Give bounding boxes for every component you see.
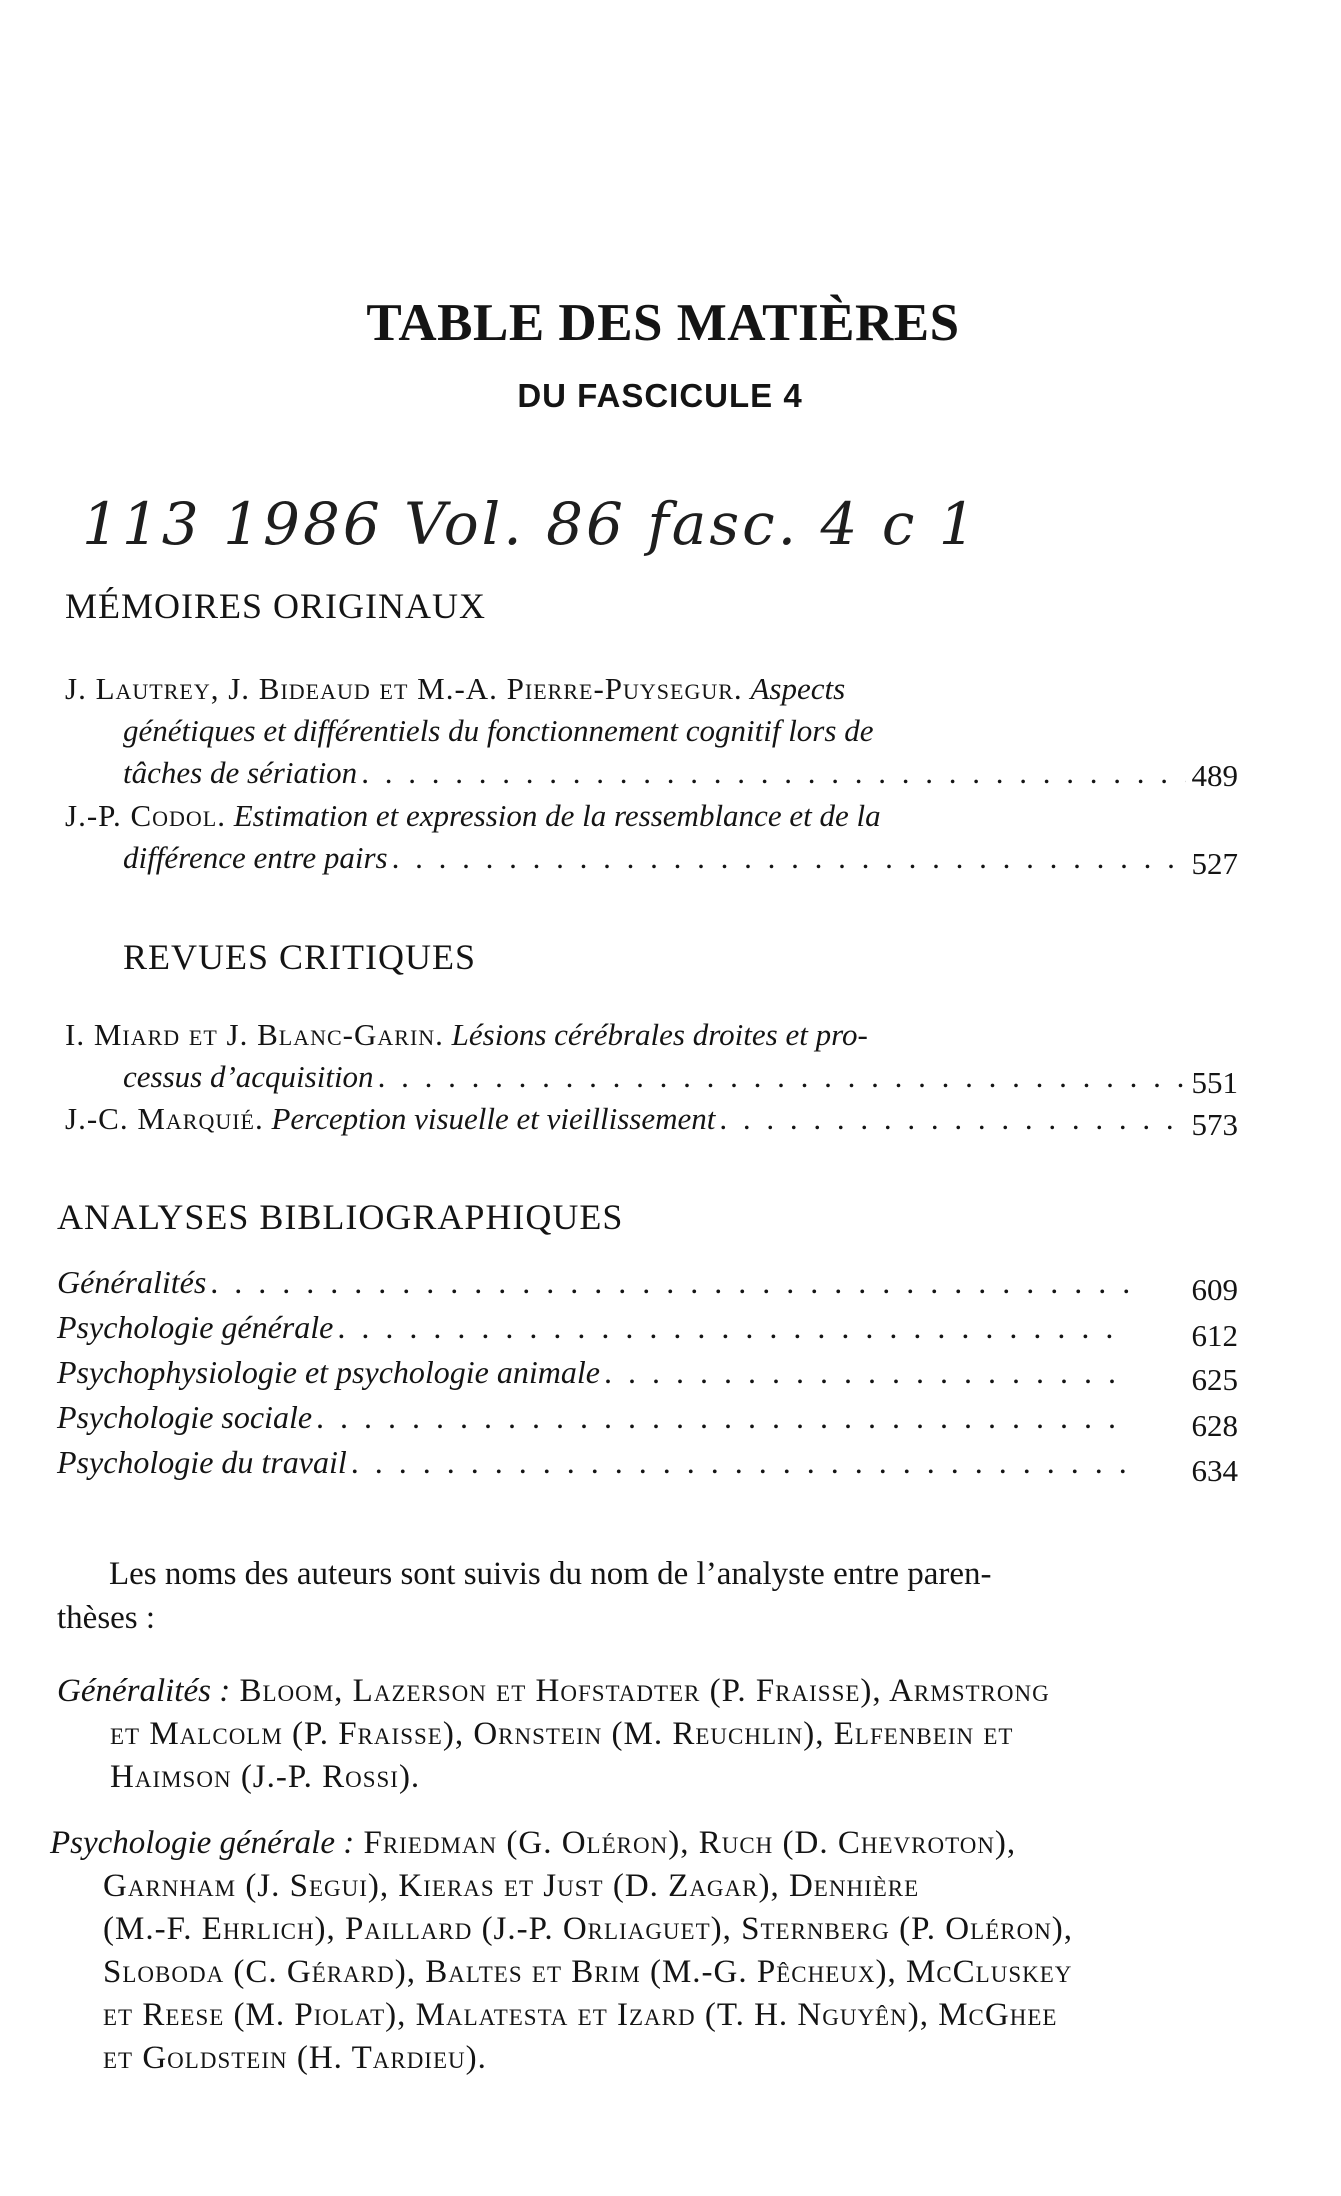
biblio-page-number: 628: [1191, 1408, 1238, 1443]
entry-title-part: cessus d’acquisition: [123, 1059, 374, 1094]
para-text: Bloom, Lazerson et Hofstadter (P. Fraisse), Armstrong: [230, 1673, 1050, 1709]
biblio-page-number: 625: [1191, 1362, 1238, 1397]
biblio-label: Psychologie du travail: [57, 1444, 347, 1480]
entry-authors-line: [65, 1014, 1135, 1056]
entry-page-number: 573: [1191, 1107, 1238, 1142]
biblio-row: [57, 1444, 1129, 1481]
para-line: [50, 1822, 1240, 1865]
para-label: Psychologie générale :: [50, 1825, 355, 1861]
para-text: Friedman (G. Oléron), Ruch (D. Chevroton),: [354, 1825, 1017, 1861]
biblio-page-number: 609: [1191, 1272, 1238, 1307]
dot-leader: [719, 1098, 1186, 1140]
biblio-row: [57, 1399, 1129, 1436]
entry-title-part: Perception visuelle et vieillissement: [271, 1101, 716, 1136]
entry-authors: J.-C. Marquié.: [65, 1101, 264, 1136]
para-line: Sloboda (C. Gérard), Baltes et Brim (M.-G. Pêcheux), McCluskey: [103, 1954, 1073, 1990]
page-subtitle: DU FASCICULE 4: [517, 377, 803, 414]
section-heading-memoires: MÉMOIRES ORIGINAUX: [65, 586, 486, 626]
dot-leader: [316, 1399, 1129, 1436]
entry-authors-line: [65, 1098, 1186, 1140]
entry-authors: J. Lautrey, J. Bideaud et M.-A. Pierre-Puysegur.: [65, 671, 743, 706]
dot-leader: [337, 1309, 1129, 1346]
biblio-label: Généralités: [57, 1264, 207, 1300]
entry-page-number: 489: [1191, 758, 1238, 793]
toc-entry: [65, 1098, 1135, 1140]
biblio-row: [57, 1309, 1129, 1346]
section-heading-revues: REVUES CRITIQUES: [123, 937, 477, 977]
biblio-row: [57, 1354, 1129, 1391]
para-line: [57, 1670, 1237, 1713]
handwritten-annotation: 113 1986 Vol. 86 fasc. 4 c 1: [82, 490, 979, 558]
para-line: Haimson (J.-P. Rossi).: [110, 1759, 421, 1795]
dot-leader: [210, 1264, 1129, 1301]
note-paragraph: [57, 1552, 1237, 1640]
para-line: et Reese (M. Piolat), Malatesta et Izard (T. H. Nguyên), McGhee: [103, 1997, 1058, 2033]
para-label: Généralités :: [57, 1673, 231, 1709]
toc-entry: [65, 795, 1135, 879]
dot-leader: [378, 1056, 1186, 1098]
dot-leader: [392, 837, 1186, 879]
generalites-paragraph: [57, 1670, 1237, 1799]
biblio-label: Psychologie générale: [57, 1309, 334, 1345]
entry-title-last-line: [65, 1056, 1186, 1098]
biblio-page-number: 612: [1191, 1318, 1238, 1353]
entry-title-part: génétiques et différentiels du fonctionnement cognitif lors de: [123, 713, 874, 748]
biblio-label: Psychophysiologie et psychologie animale: [57, 1354, 600, 1390]
entry-title-last-line: [65, 837, 1186, 879]
entry-authors-line: [65, 795, 1135, 837]
entry-title-last-line: [65, 752, 1186, 794]
psychologie-paragraph: [50, 1822, 1240, 2080]
entry-authors: J.-P. Codol.: [65, 798, 226, 833]
para-line: et Malcolm (P. Fraisse), Ornstein (M. Reuchlin), Elfenbein et: [110, 1716, 1014, 1752]
entry-title-part: différence entre pairs: [123, 840, 388, 875]
entry-title-part: Estimation et expression de la ressemblance et de la: [233, 798, 881, 833]
entry-title-part: Lésions cérébrales droites et pro-: [451, 1017, 868, 1052]
biblio-page-number: 634: [1191, 1453, 1238, 1488]
para-line: (M.-F. Ehrlich), Paillard (J.-P. Orliaguet), Sternberg (P. Oléron),: [103, 1911, 1074, 1947]
entry-page-number: 551: [1191, 1065, 1238, 1100]
entry-title-part: Aspects: [750, 671, 846, 706]
page-title: TABLE DES MATIÈRES: [366, 294, 960, 352]
dot-leader: [361, 752, 1186, 794]
entry-authors-line: [65, 668, 1135, 710]
entry-page-number: 527: [1191, 846, 1238, 881]
para-line: Garnham (J. Segui), Kieras et Just (D. Zagar), Denhière: [103, 1868, 920, 1904]
toc-entry: [65, 668, 1135, 794]
section-heading-analyses: ANALYSES BIBLIOGRAPHIQUES: [57, 1197, 624, 1237]
biblio-label: Psychologie sociale: [57, 1399, 313, 1435]
toc-entry: [65, 1014, 1135, 1098]
entry-authors: I. Miard et J. Blanc-Garin.: [65, 1017, 444, 1052]
dot-leader: [351, 1444, 1129, 1481]
dot-leader: [604, 1354, 1129, 1391]
para-line: et Goldstein (H. Tardieu).: [103, 2040, 487, 2076]
note-line: thèses :: [57, 1600, 156, 1636]
entry-title-part: tâches de sériation: [123, 755, 358, 790]
note-line: Les noms des auteurs sont suivis du nom de l’analyste entre paren-: [109, 1556, 992, 1592]
biblio-row: [57, 1264, 1129, 1301]
